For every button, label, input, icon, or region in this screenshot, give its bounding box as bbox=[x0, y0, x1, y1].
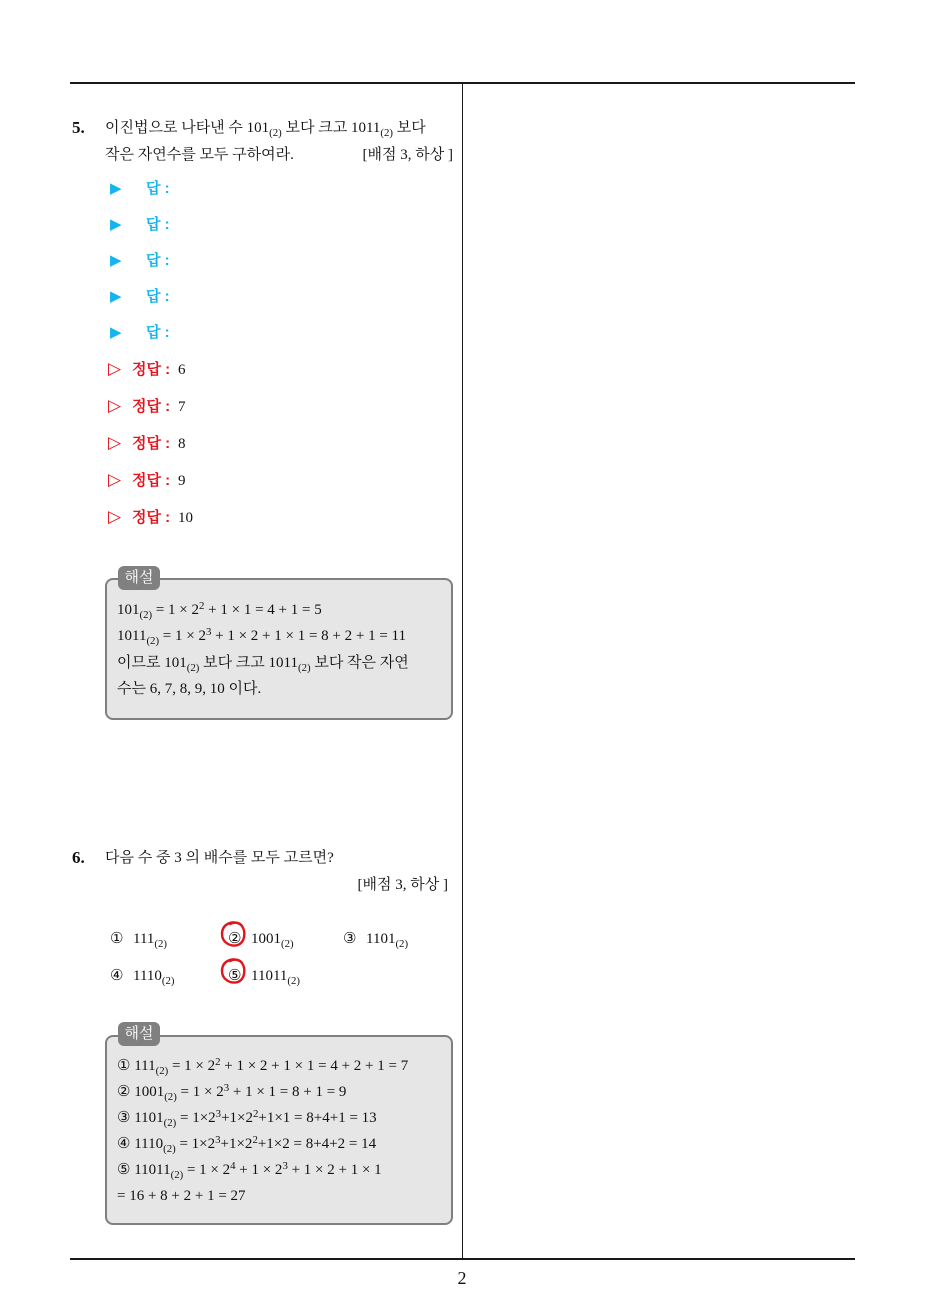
text-run: 보다 크고 1011 bbox=[199, 654, 298, 671]
explanation-line bbox=[117, 1157, 445, 1183]
base-subscript: (2) bbox=[170, 1169, 184, 1182]
choice-number: ⑤ bbox=[228, 966, 242, 984]
choice-value bbox=[366, 931, 409, 951]
text-run: ④ 1110 bbox=[117, 1136, 164, 1152]
correct-answer-label: 정답 : bbox=[132, 361, 171, 378]
exponent-superscript: 2 bbox=[252, 1107, 259, 1120]
text-run: = 1 × 2 bbox=[159, 628, 206, 645]
text-run: 1001 bbox=[251, 931, 281, 947]
points-label: [배점 3, 하상 ] bbox=[362, 147, 453, 163]
text-run: = 1 × 2 bbox=[183, 1162, 231, 1178]
correct-answer-row bbox=[108, 359, 186, 379]
text-run: 다음 수 중 3 의 배수를 모두 고르면? bbox=[105, 850, 334, 866]
base-subscript: (2) bbox=[163, 1117, 177, 1130]
base-subscript: (2) bbox=[163, 1143, 176, 1156]
explanation-text bbox=[117, 597, 445, 702]
correct-answer-label: 정답 : bbox=[132, 435, 171, 452]
choice-1[interactable] bbox=[110, 928, 167, 951]
base-subscript: (2) bbox=[395, 938, 409, 951]
correct-answer-value: 9 bbox=[178, 473, 186, 489]
base-subscript: (2) bbox=[139, 609, 153, 622]
text-run: = 1 × 2 bbox=[176, 1084, 224, 1100]
text-run: + 1 × 1 = 4 + 1 = 5 bbox=[204, 602, 322, 618]
text-run: = 16 + 8 + 2 + 1 = 27 bbox=[117, 1188, 246, 1204]
base-subscript: (2) bbox=[287, 975, 300, 988]
correct-answer-label: 정답 : bbox=[132, 472, 171, 489]
text-run: 수는 6, 7, 8, 9, 10 이다. bbox=[117, 680, 262, 697]
correct-answer-row bbox=[108, 396, 186, 416]
exponent-superscript: 3 bbox=[223, 1081, 230, 1094]
answer-label: 답 : bbox=[146, 180, 170, 197]
correct-answer-value: 8 bbox=[178, 436, 186, 452]
choice-number: ④ bbox=[110, 966, 124, 984]
text-run: + 1 × 2 bbox=[235, 1162, 283, 1178]
choice-3[interactable] bbox=[343, 928, 409, 951]
explanation-line bbox=[117, 1105, 445, 1131]
base-subscript: (2) bbox=[281, 938, 294, 951]
choice-value bbox=[251, 931, 294, 951]
points-label: [배점 3, 하상 ] bbox=[357, 877, 448, 893]
text-run: ③ 1101 bbox=[117, 1110, 164, 1126]
text-run: 이므로 101 bbox=[117, 654, 187, 671]
correct-answer-label: 정답 : bbox=[132, 398, 171, 415]
outline-triangle-icon: ▷ bbox=[108, 470, 122, 490]
base-subscript: (2) bbox=[146, 635, 160, 648]
text-run: 11011 bbox=[251, 968, 288, 984]
text-run: + 1 × 1 = 8 + 1 = 9 bbox=[229, 1084, 347, 1100]
explanation-line bbox=[117, 1131, 445, 1157]
base-subscript: (2) bbox=[269, 127, 282, 140]
text-run: 111 bbox=[133, 931, 155, 947]
filled-triangle-icon: ▶ bbox=[110, 251, 122, 269]
base-subscript: (2) bbox=[161, 975, 175, 988]
text-run: + 1 × 2 + 1 × 1 = 4 + 2 + 1 = 7 bbox=[220, 1058, 409, 1074]
page-number: 2 bbox=[457, 1268, 467, 1288]
correct-answer-value: 7 bbox=[178, 399, 186, 415]
filled-triangle-icon: ▶ bbox=[110, 287, 122, 305]
answer-label: 답 : bbox=[146, 216, 170, 233]
outline-triangle-icon: ▷ bbox=[108, 433, 122, 453]
answer-prompt-row bbox=[110, 286, 170, 306]
explanation-line bbox=[117, 1053, 445, 1079]
explanation-line bbox=[117, 597, 445, 623]
text-run: ② 1001 bbox=[117, 1084, 165, 1100]
base-subscript: (2) bbox=[186, 661, 200, 674]
explanation-line bbox=[117, 650, 445, 676]
exponent-superscript: 3 bbox=[282, 1159, 288, 1172]
text-run: 1011 bbox=[117, 628, 147, 645]
exponent-superscript: 2 bbox=[215, 1055, 221, 1068]
exponent-superscript: 2 bbox=[252, 1133, 258, 1146]
answer-prompt-row bbox=[110, 214, 170, 234]
text-run: 101 bbox=[117, 602, 140, 618]
text-run: = 1 × 2 bbox=[168, 1058, 216, 1074]
exponent-superscript: 3 bbox=[205, 625, 212, 638]
answer-label: 답 : bbox=[146, 252, 170, 269]
outline-triangle-icon: ▷ bbox=[108, 396, 122, 416]
filled-triangle-icon: ▶ bbox=[110, 179, 122, 197]
filled-triangle-icon: ▶ bbox=[110, 323, 122, 341]
text-run: +1×2 = 8+4+2 = 14 bbox=[257, 1136, 377, 1152]
exponent-superscript: 2 bbox=[199, 599, 205, 612]
text-run: = 1×2 bbox=[176, 1110, 216, 1126]
explanation-line bbox=[117, 676, 445, 702]
correct-answer-label: 정답 : bbox=[132, 509, 171, 526]
text-run: 작은 자연수를 모두 구하여라. bbox=[105, 147, 294, 163]
base-subscript: (2) bbox=[297, 661, 311, 674]
choice-number: ② bbox=[228, 929, 242, 947]
problem-number: 6. bbox=[72, 848, 85, 867]
text-run: ⑤ 11011 bbox=[117, 1162, 171, 1178]
correct-answer-row bbox=[108, 433, 186, 453]
choice-value bbox=[133, 968, 175, 988]
correct-answer-value: 10 bbox=[178, 510, 193, 526]
text-run: +1×2 bbox=[220, 1136, 253, 1152]
base-subscript: (2) bbox=[155, 1065, 169, 1078]
answer-circle-mark bbox=[218, 956, 248, 986]
choice-2[interactable] bbox=[228, 928, 294, 951]
text-run: +1×2 bbox=[221, 1110, 253, 1126]
answer-prompt-row bbox=[110, 178, 170, 198]
text-run: + 1 × 2 + 1 × 1 = 8 + 2 + 1 = 11 bbox=[211, 628, 406, 645]
answer-prompt-row bbox=[110, 322, 170, 342]
text-run: 1101 bbox=[366, 931, 396, 947]
choice-value bbox=[133, 931, 167, 951]
choice-number: ③ bbox=[343, 929, 357, 947]
correct-answer-row bbox=[108, 507, 193, 527]
answer-circle-mark bbox=[218, 919, 248, 949]
choice-value bbox=[251, 968, 300, 988]
explanation-tab: 해설 bbox=[118, 1022, 160, 1046]
filled-triangle-icon: ▶ bbox=[110, 215, 122, 233]
exponent-superscript: 3 bbox=[215, 1107, 222, 1120]
question-line bbox=[105, 118, 426, 138]
correct-answer-row bbox=[108, 470, 186, 490]
question-line bbox=[105, 848, 334, 868]
choice-5[interactable] bbox=[228, 965, 300, 988]
answer-label: 답 : bbox=[146, 288, 170, 305]
outline-triangle-icon: ▷ bbox=[108, 507, 122, 527]
explanation-text bbox=[117, 1053, 445, 1209]
text-run: = 1×2 bbox=[175, 1136, 216, 1152]
text-run: = 1 × 2 bbox=[152, 602, 200, 618]
explanation-box bbox=[105, 578, 453, 720]
text-run: +1×1 = 8+4+1 = 13 bbox=[258, 1110, 377, 1126]
column-divider bbox=[462, 82, 463, 1258]
answer-label: 답 : bbox=[146, 324, 170, 341]
exponent-superscript: 3 bbox=[215, 1133, 221, 1146]
exponent-superscript: 4 bbox=[230, 1159, 236, 1172]
text-run: + 1 × 2 + 1 × 1 bbox=[287, 1162, 382, 1178]
problem-number: 5. bbox=[72, 118, 85, 137]
explanation-line bbox=[117, 623, 445, 649]
base-subscript: (2) bbox=[154, 938, 167, 951]
choice-number: ① bbox=[110, 929, 124, 947]
text-run: 1110 bbox=[133, 968, 162, 984]
explanation-tab: 해설 bbox=[118, 566, 160, 590]
explanation-box bbox=[105, 1035, 453, 1225]
text-run: 보다 작은 자연 bbox=[310, 654, 409, 671]
answer-prompt-row bbox=[110, 250, 170, 270]
outline-triangle-icon: ▷ bbox=[108, 359, 122, 379]
base-subscript: (2) bbox=[380, 127, 394, 140]
base-subscript: (2) bbox=[164, 1091, 177, 1104]
text-run: 보다 bbox=[393, 120, 426, 136]
bottom-rule bbox=[70, 1258, 855, 1260]
text-run: 이진법으로 나타낸 수 101 bbox=[105, 120, 270, 136]
explanation-line bbox=[117, 1183, 445, 1209]
explanation-line bbox=[117, 1079, 445, 1105]
correct-answer-value: 6 bbox=[178, 362, 186, 378]
text-run: ① 111 bbox=[117, 1058, 156, 1074]
text-run: 보다 크고 1011 bbox=[281, 120, 381, 136]
choice-4[interactable] bbox=[110, 965, 175, 988]
